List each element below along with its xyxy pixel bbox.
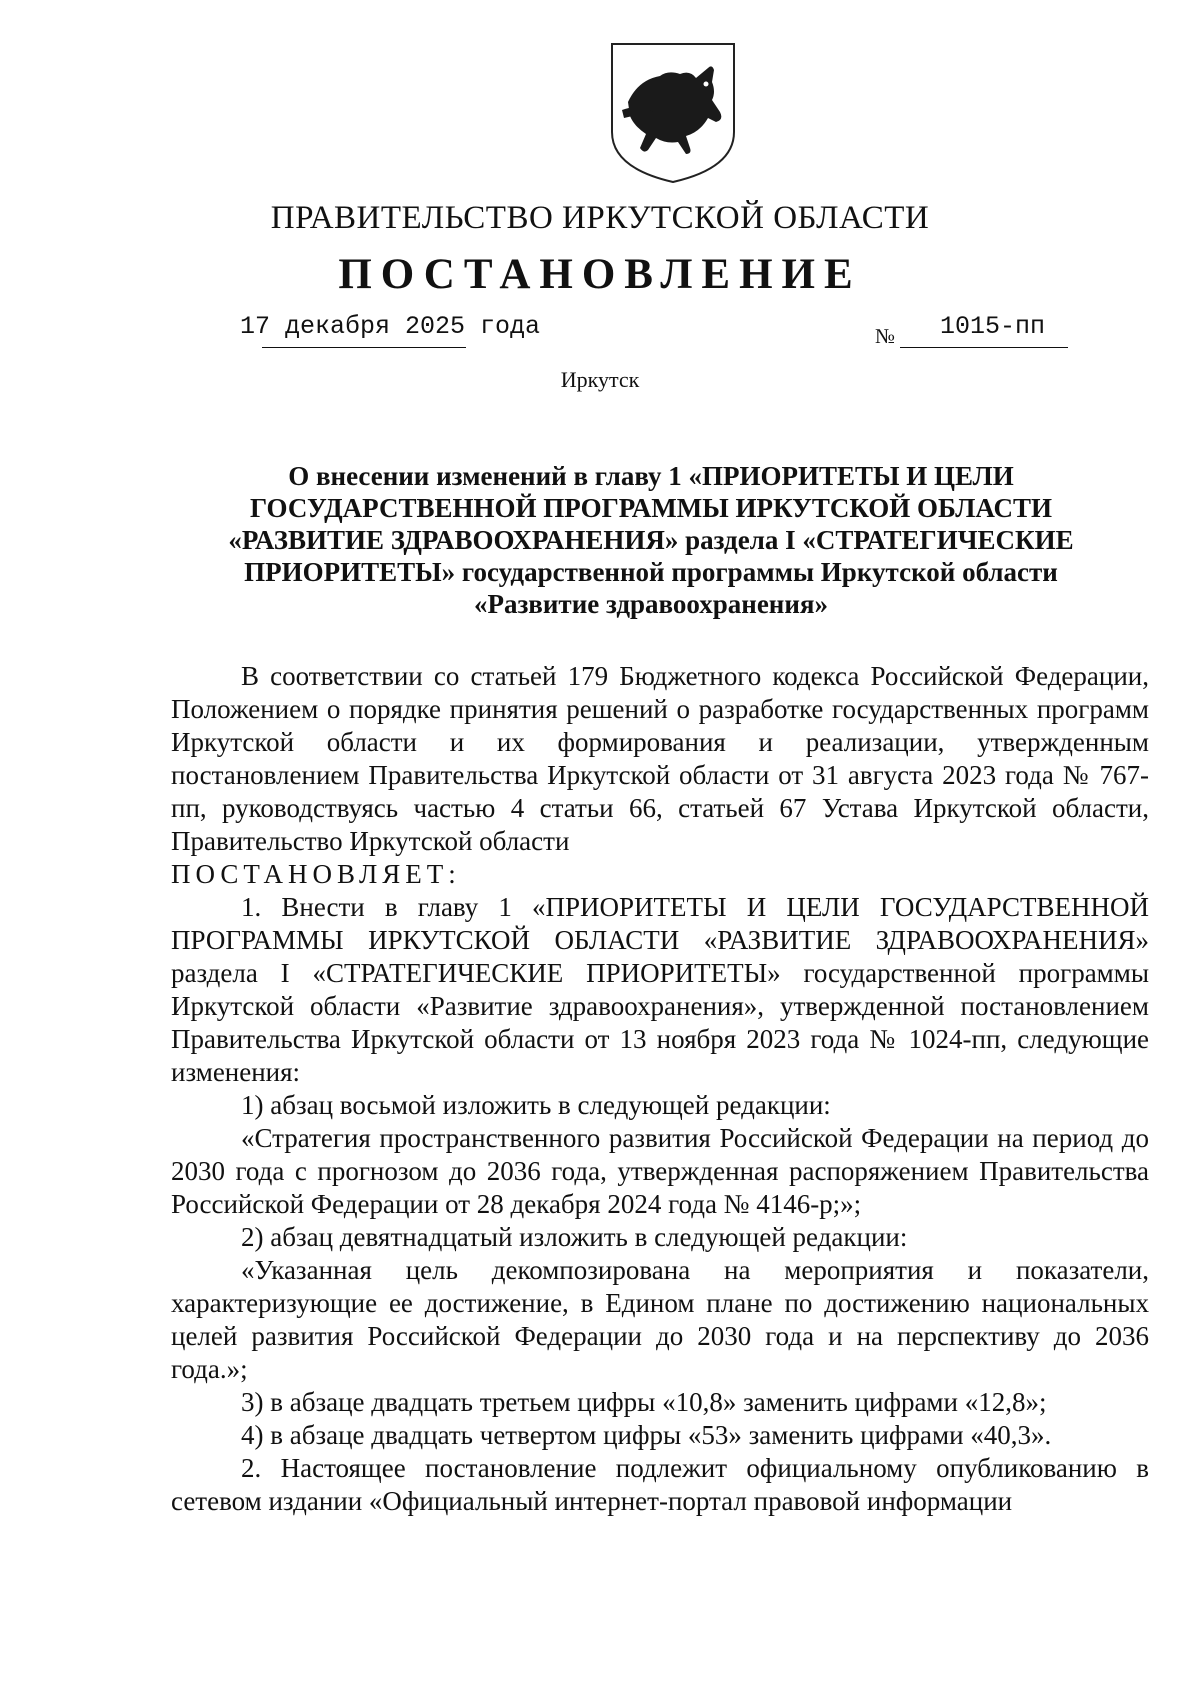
number-sign: № [875, 324, 896, 348]
city-name: Иркутск [560, 367, 640, 392]
item-2-text-paragraph: «Указанная цель декомпозирована на мероприятия и показатели, характеризующие ее достижение, в Едином плане по достижению национальных целей развития Российской Федерации до 2030 года и на перспективу до 2036 года.»; [171, 1255, 1149, 1384]
clause-2-paragraph: 2. Настоящее постановление подлежит официальному опубликованию в сетевом издании «Официальный интернет-портал правовой информации [171, 1453, 1149, 1516]
subject-line: О внесении изменений в главу 1 «ПРИОРИТЕТЫ И ЦЕЛИ [288, 461, 1014, 491]
subject-line: «РАЗВИТИЕ ЗДРАВООХРАНЕНИЯ» раздела I «СТРАТЕГИЧЕСКИЕ [228, 525, 1074, 555]
item-2-paragraph: 2) абзац девятнадцатый изложить в следующей редакции: [241, 1222, 908, 1252]
item-4-paragraph: 4) в абзаце двадцать четвертом цифры «53» заменить цифрами «40,3». [241, 1420, 1052, 1450]
document-number: 1015-пп [940, 312, 1046, 341]
document-date: 17 декабря 2025 года [240, 312, 541, 341]
subject-line: ПРИОРИТЕТЫ» государственной программы Иркутской области [244, 557, 1058, 587]
clause-1-paragraph: 1. Внести в главу 1 «ПРИОРИТЕТЫ И ЦЕЛИ ГОСУДАРСТВЕННОЙ ПРОГРАММЫ ИРКУТСКОЙ ОБЛАСТИ «РАЗВИТИЕ ЗДРАВООХРАНЕНИЯ» раздела I «СТРАТЕГИЧЕСКИЕ ПРИОРИТЕТЫ» государственной программы Иркутской области «Развитие здравоохранения», утвержденной постановлением Правительства Иркутской области от 13 ноября 2023 года № 1024-пп, следующие изменения: [171, 892, 1149, 1087]
resolves-word: ПОСТАНОВЛЯЕТ: [171, 859, 461, 889]
document-type-title: ПОСТАНОВЛЕНИЕ [338, 251, 862, 298]
subject-line: ГОСУДАРСТВЕННОЙ ПРОГРАММЫ ИРКУТСКОЙ ОБЛАСТИ [250, 493, 1052, 523]
document-body [171, 660, 1149, 1518]
preamble-paragraph: В соответствии со статьей 179 Бюджетного кодекса Российской Федерации, Положением о порядке принятия решений о разработке государственных программ Иркутской области и их формирования и реализации, утвержденным постановлением Правительства Иркутской области от 31 августа 2023 года № 767-пп, руководствуясь частью 4 статьи 66, статьей 67 Устава Иркутской области, Правительство Иркутской области [171, 661, 1149, 856]
subject-line: «Развитие здравоохранения» [473, 589, 829, 619]
item-3-paragraph: 3) в абзаце двадцать третьем цифры «10,8» заменить цифрами «12,8»; [241, 1387, 1047, 1417]
number-underline [900, 347, 1068, 348]
coat-of-arms-icon [608, 40, 738, 186]
document-subject [170, 460, 1132, 620]
item-1-text-paragraph: «Стратегия пространственного развития Российской Федерации на период до 2030 года с прогнозом до 2036 года, утвержденная распоряжением Правительства Российской Федерации от 28 декабря 2024 года № 4146-р;»; [171, 1123, 1149, 1219]
date-underline [262, 347, 466, 348]
item-1-paragraph: 1) абзац восьмой изложить в следующей редакции: [241, 1090, 831, 1120]
government-name: ПРАВИТЕЛЬСТВО ИРКУТСКОЙ ОБЛАСТИ [270, 200, 930, 236]
